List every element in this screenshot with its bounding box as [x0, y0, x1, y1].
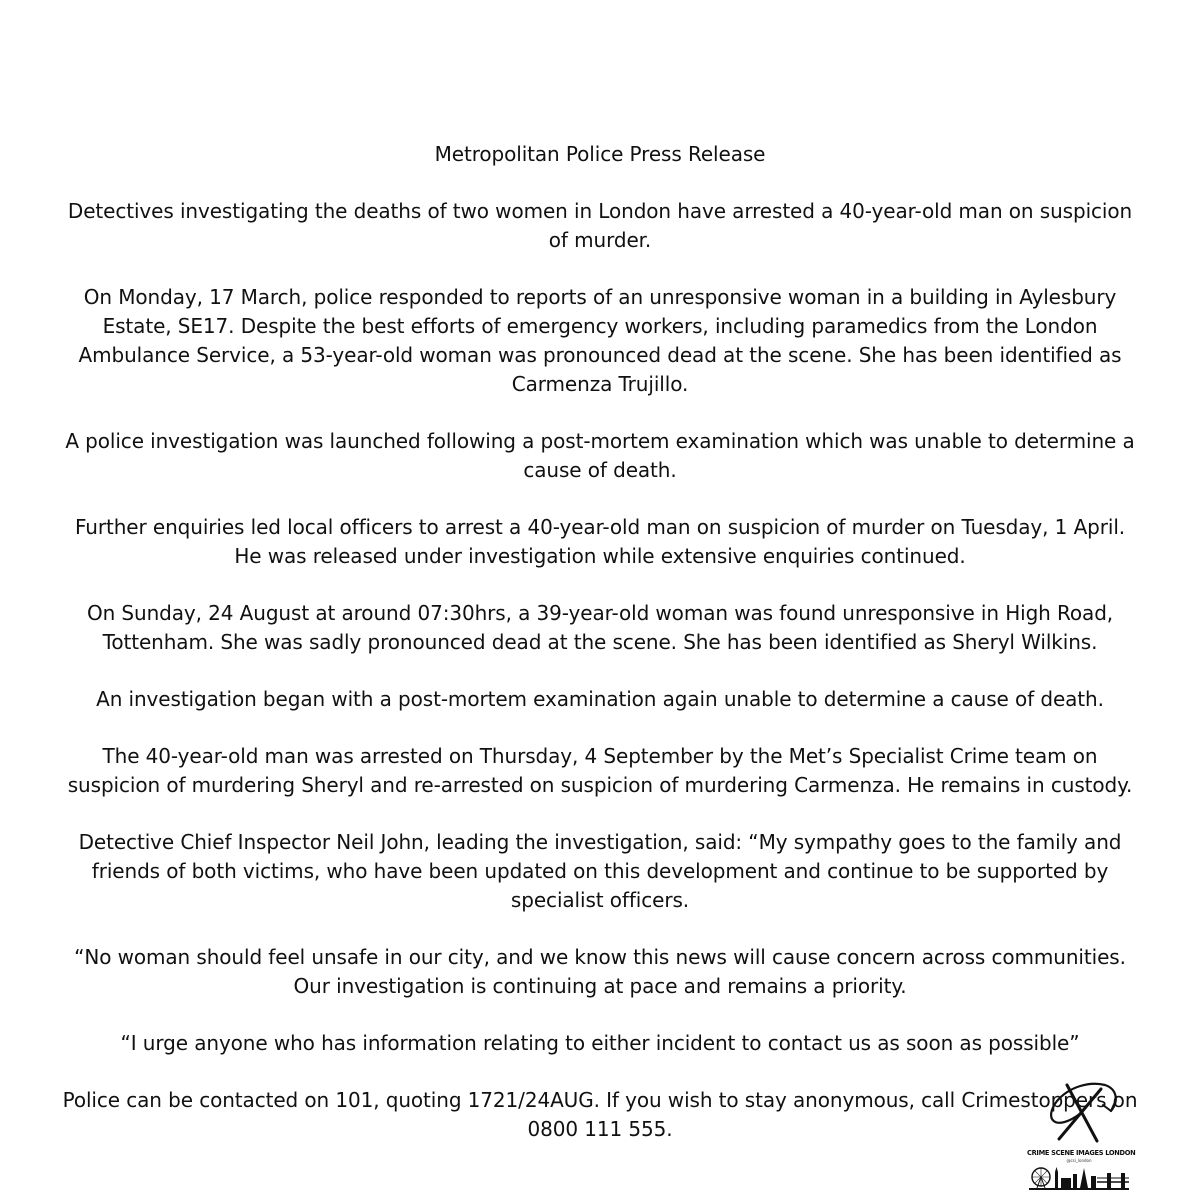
press-release [60, 140, 1140, 1172]
london-skyline-icon [1029, 1164, 1129, 1190]
paragraph-first-incident: On Monday, 17 March, police responded to reports of an unresponsive woman in a building in Aylesbury Estate, SE17. Despite the best efforts of emergency workers, including paramedics from the London Ambulance Service, a 53-year-old woman was pronounced dead at the scene. She has been identified as Carmenza Trujillo. [78, 285, 1122, 396]
paragraph-dci-quote: Detective Chief Inspector Neil John, leading the investigation, said: “My sympathy goes to the family and friends of both victims, who have been updated on this development and continue to be supported by specialist officers. [78, 830, 1122, 912]
logo-wordmark: CRIME SCENE IMAGES LONDON [1027, 1148, 1136, 1157]
crime-scene-images-logo [1027, 1075, 1136, 1190]
paragraph-second-incident: On Sunday, 24 August at around 07:30hrs, a 39-year-old woman was found unresponsive in High Road, Tottenham. She was sadly pronounced dead at the scene. She has been identified as Sheryl Wilkins. [86, 601, 1114, 654]
paragraph-safety-quote: “No woman should feel unsafe in our city, and we know this news will cause concern across communities. Our investigation is continuing at pace and remains a priority. [74, 945, 1126, 998]
press-release-title: Metropolitan Police Press Release [434, 142, 766, 166]
logo-handle: @csi_london [1066, 1158, 1092, 1163]
paragraph-second-arrest: The 40-year-old man was arrested on Thursday, 4 September by the Met’s Specialist Crime team on suspicion of murdering Sheryl and re-arrested on suspicion of murdering Carmenza. He remains in custody. [67, 744, 1133, 797]
paragraph-contact-info: Police can be contacted on 101, quoting 1721/24AUG. If you wish to stay anonymous, call Crimestoppers on 0800 111 555. [62, 1088, 1138, 1141]
orbit-cross-logo-icon [1037, 1075, 1123, 1147]
paragraph-appeal-quote: “I urge anyone who has information relating to either incident to contact us as soon as possible” [120, 1031, 1080, 1055]
paragraph-arrest-summary: Detectives investigating the deaths of two women in London have arrested a 40-year-old man on suspicion of murder. [67, 199, 1133, 252]
paragraph-first-arrest: Further enquiries led local officers to arrest a 40-year-old man on suspicion of murder on Tuesday, 1 April. He was released under investigation while extensive enquiries continued. [74, 515, 1126, 568]
paragraph-second-investigation: An investigation began with a post-mortem examination again unable to determine a cause of death. [96, 687, 1104, 711]
paragraph-first-investigation: A police investigation was launched following a post-mortem examination which was unable to determine a cause of death. [65, 429, 1135, 482]
